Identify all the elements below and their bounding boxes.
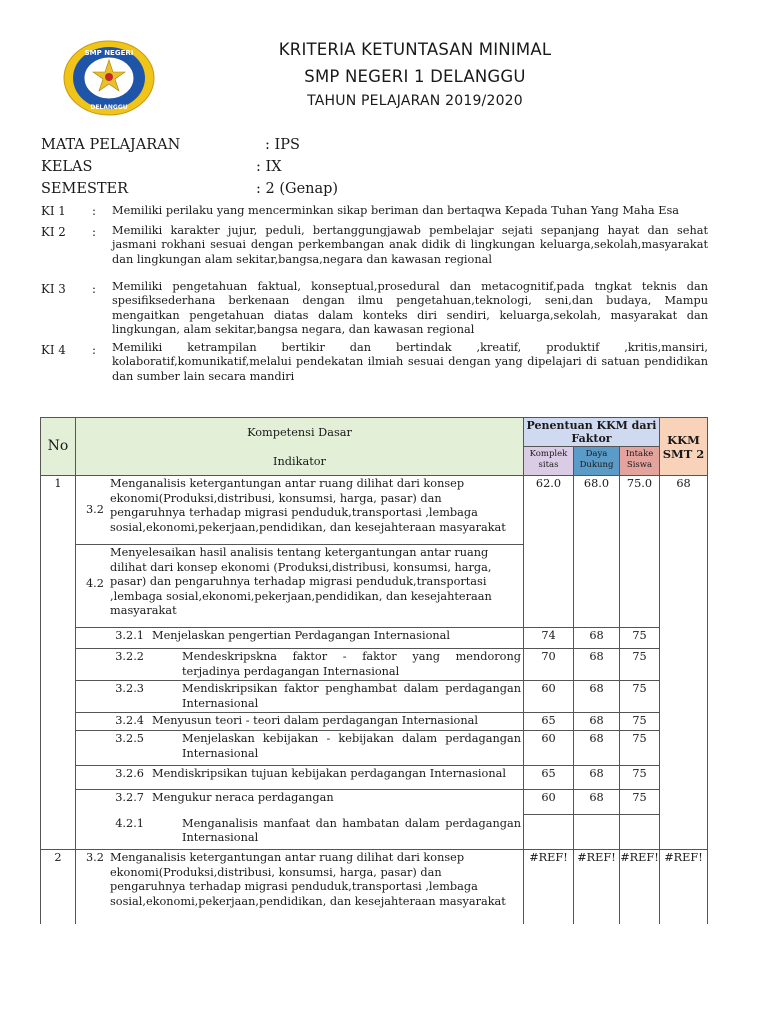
ki-1-label: KI 1 (41, 204, 66, 218)
table-row (41, 681, 708, 713)
ki-1-text: Memiliki perilaku yang mencerminkan sikap beriman dan bertaqwa Kepada Tuhan Yang Maha Esa (112, 204, 680, 217)
kompleksitas-value: 62.0 (524, 476, 574, 628)
daya-dukung-value (574, 815, 620, 850)
indicator-cell (76, 713, 524, 731)
kompleksitas-value: 65 (524, 766, 574, 790)
header-daya-dukung: Daya Dukung (574, 447, 620, 476)
daya-dukung-value: 68 (574, 766, 620, 790)
kkm-value: #REF! (660, 850, 708, 924)
ki-2-colon: : (92, 225, 96, 239)
table-row (41, 850, 708, 924)
daya-dukung-value: 68 (574, 681, 620, 713)
indicator-code: 3.2.2 (115, 650, 144, 663)
daya-dukung-value: 68 (574, 628, 620, 649)
table-row (41, 649, 708, 681)
indicator-cell (76, 628, 524, 649)
table-row (41, 731, 708, 766)
kd-cell (76, 545, 524, 628)
ki-1-colon: : (92, 204, 96, 218)
indicator-code: 3.2.7 (115, 791, 144, 804)
kd-text: Menganalisis ketergantungan antar ruang dilihat dari konsep ekonomi(Produksi,distribusi, konsumsi, harga, pasar) dan pengaruhnya terhadap migrasi penduduk,transportasi ,lembaga sosial,ekonomi,pekerjaan,pendidikan, dan kesejahteraan masyarakat (110, 477, 506, 534)
indicator-text: Mendiskripsikan tujuan kebijakan perdagangan Internasional (152, 767, 506, 780)
school-logo (62, 38, 156, 118)
indicator-text: Menyusun teori - teori dalam perdagangan Internasional (152, 714, 478, 727)
daya-dukung-value: 68 (574, 731, 620, 766)
header-kd-indikator (76, 418, 524, 476)
academic-year: TAHUN PELAJARAN 2019/2020 (307, 93, 523, 109)
table-row (41, 790, 708, 815)
header-kkm: KKM SMT 2 (660, 418, 708, 476)
intake-value: 75 (620, 649, 660, 681)
kompleksitas-value: 74 (524, 628, 574, 649)
intake-value: #REF! (620, 850, 660, 924)
ki-3-text: Memiliki pengetahuan faktual, konseptual,prosedural dan metacognitif,pada tngkat teknis dan spesifiksederhana berkenaan dengan ilmu pengetahuan,teknologi, seni,dan budaya, Mampu mengaitkan pengetahuan diatas dalam konteks diri sendiri, keluarga,sekolah, masyarakat dan lingkungan, alam sekitar,bangsa negara, dan kawasan regional (112, 280, 708, 337)
kompleksitas-value: 70 (524, 649, 574, 681)
intake-value: 75 (620, 713, 660, 731)
ki-4-label: KI 4 (41, 343, 66, 357)
indicator-text: Menjelaskan pengertian Perdagangan Internasional (152, 629, 451, 642)
ki-3-label: KI 3 (41, 282, 66, 296)
indicator-text: Menjelaskan kebijakan - kebijakan dalam perdagangan Internasional (182, 732, 521, 760)
indicator-text: Menganalisis manfaat dan hambatan dalam perdagangan Internasional (182, 816, 521, 844)
indicator-cell (76, 731, 524, 766)
semester-value: : 2 (Genap) (256, 181, 339, 197)
table-row (41, 476, 708, 545)
daya-dukung-value: #REF! (574, 850, 620, 924)
kompleksitas-value: 60 (524, 681, 574, 713)
ki-4-text: Memiliki ketrampilan bertikir dan bertindak ,kreatif, produktif ,kritis,mansiri, kolaboratif,komunikatif,melalui pendekatan ilmiah sesuai dengan yang dipelajari di satuan pendidikan dan sumber lain secara mandiri (112, 341, 708, 383)
intake-value: 75 (620, 790, 660, 815)
row-number: 2 (41, 850, 76, 924)
kd-code: 3.2 (86, 851, 104, 864)
kd-code: 4.2 (86, 577, 104, 590)
ki-2-text: Memiliki karakter jujur, peduli, bertanggungjawab pembelajar sejati sepanjang hayat dan sehat jasmani rokhani sesuai dengan perkembangan anak didik di lingkungan keluarga,sekolah,masyarakat dan lingkungan alam sekitar,bangsa,negara dan kawasan regional (112, 224, 708, 266)
document-title: KRITERIA KETUNTASAN MINIMAL (278, 40, 552, 59)
indicator-cell (76, 790, 524, 850)
school-name: SMP NEGERI 1 DELANGGU (304, 67, 526, 86)
intake-value: 75 (620, 731, 660, 766)
kd-code: 3.2 (86, 503, 104, 516)
kd-cell (76, 476, 524, 545)
header-kd: Kompetensi Dasar (247, 426, 352, 439)
row-number: 1 (41, 476, 76, 850)
header-indikator: Indikator (273, 454, 326, 468)
indicator-text: Mendiskripsikan faktor penghambat dalam perdagangan Internasional (182, 682, 521, 710)
table-row (41, 713, 708, 731)
intake-value: 75 (620, 681, 660, 713)
indicator-code: 3.2.6 (115, 767, 144, 780)
indicator-cell (76, 649, 524, 681)
subject-label: MATA PELAJARAN (41, 137, 181, 153)
daya-dukung-value: 68 (574, 713, 620, 731)
intake-value: 75 (620, 628, 660, 649)
indicator-text: Mendeskripskna faktor - faktor yang mendorong terjadinya perdagangan Internasional (182, 650, 521, 678)
class-value: : IX (256, 159, 282, 175)
indicator-cell (76, 766, 524, 790)
kompleksitas-value: 60 (524, 731, 574, 766)
daya-dukung-value: 68.0 (574, 476, 620, 628)
kd-text: Menganalisis ketergantungan antar ruang dilihat dari konsep ekonomi(Produksi,distribusi, konsumsi, harga, pasar) dan pengaruhnya terhadap migrasi penduduk,transportasi ,lembaga sosial,ekonomi,pekerjaan,pendidikan, dan kesejahteraan masyarakat (110, 851, 506, 908)
subject-value: : IPS (265, 137, 300, 153)
kompleksitas-value: 60 (524, 790, 574, 815)
header-penentuan: Penentuan KKM dari Faktor (524, 418, 660, 447)
table-row (41, 628, 708, 649)
indicator-code: 3.2.3 (115, 682, 144, 695)
kompleksitas-value (524, 815, 574, 850)
ki-4-colon: : (92, 343, 96, 357)
indicator-text: Mengukur neraca perdagangan (152, 791, 334, 804)
class-label: KELAS (41, 159, 93, 175)
indicator-code: 3.2.4 (115, 714, 144, 727)
daya-dukung-value: 68 (574, 649, 620, 681)
daya-dukung-value: 68 (574, 790, 620, 815)
header-no: No (41, 418, 76, 476)
kd-text: Menyelesaikan hasil analisis tentang ketergantungan antar ruang dilihat dari konsep ekonomi (Produksi,distribusi, konsumsi, harga, pasar) dan pengaruhnya terhadap migrasi penduduk,transportasi ,lembaga sosial,ekonomi,pekerjaan,pendidikan, dan kesejahteraan masyarakat (110, 546, 492, 617)
intake-value: 75.0 (620, 476, 660, 628)
indicator-cell (76, 681, 524, 713)
ki-3-colon: : (92, 282, 96, 296)
intake-value: 75 (620, 766, 660, 790)
kkm-value: 68 (660, 476, 708, 850)
ki-2-label: KI 2 (41, 225, 66, 239)
table-row (41, 766, 708, 790)
header-kompleksitas: Komplek sitas (524, 447, 574, 476)
kompleksitas-value: #REF! (524, 850, 574, 924)
semester-label: SEMESTER (41, 181, 129, 197)
kompleksitas-value: 65 (524, 713, 574, 731)
logo-bottom-text: DELANGGU (90, 104, 128, 111)
kd-cell (76, 850, 524, 924)
indicator-code: 3.2.5 (115, 732, 144, 745)
indicator-code: 3.2.1 (115, 629, 144, 642)
logo-ring-text: SMP NEGERI (84, 49, 134, 57)
header-intake: Intake Siswa (620, 447, 660, 476)
indicator-code: 4.2.1 (115, 816, 144, 830)
intake-value (620, 815, 660, 850)
kkm-table (40, 417, 708, 924)
